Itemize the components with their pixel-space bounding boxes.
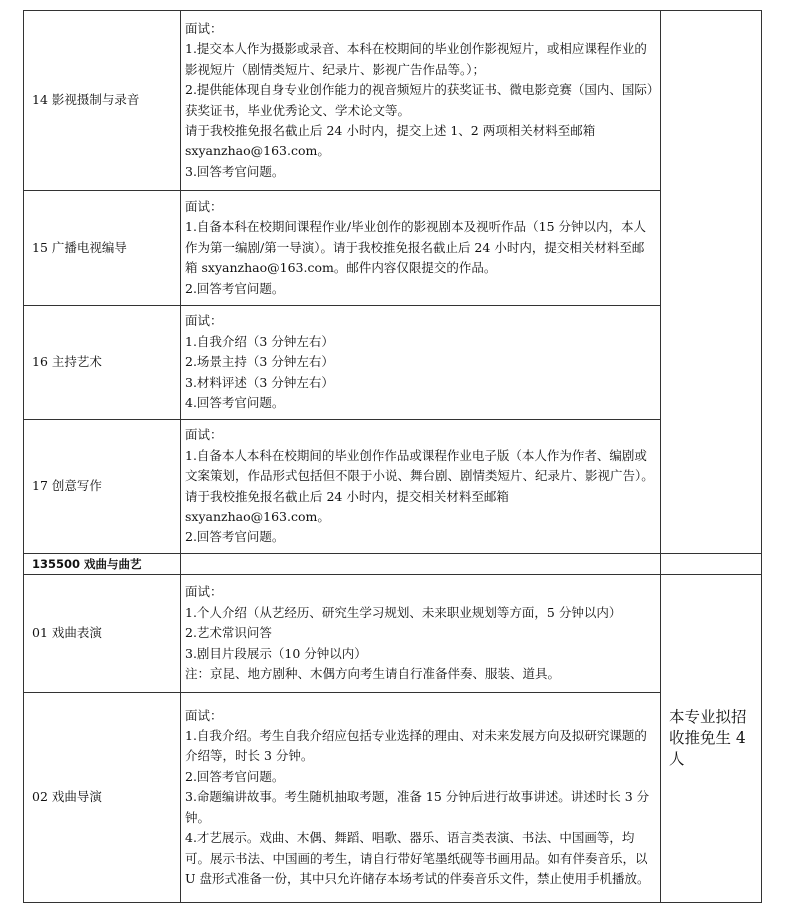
requirement-line: 3.命题编讲故事。考生随机抽取考题，准备 15 分钟后进行故事讲述。讲述时长 3 分钟。 (185, 789, 650, 825)
requirement-line: 面试： (185, 198, 223, 214)
requirement-line: 3.材料评述（3 分钟左右） (185, 374, 334, 390)
requirement-line: 面试： (185, 427, 223, 443)
requirement-cell (181, 306, 661, 420)
requirement-line: 1.自备本科在校期间课程作业/毕业创作的影视剧本及视听作品（15 分钟以内，本人作为第一编剧/第一导演）。请于我校推免报名截止后 24 小时内，提交相关材料至邮箱 sxyanzhao@163.com。邮件内容仅限提交的作品。 (185, 219, 647, 276)
exam-requirements-table (23, 10, 762, 903)
requirement-line: 2.回答考官问题。 (185, 768, 285, 784)
quota-note: 本专业拟招收推免生 4 人 (661, 575, 762, 903)
section-empty-cell (661, 554, 762, 575)
table-row (24, 11, 762, 191)
requirement-line: 3.回答考官问题。 (185, 163, 285, 179)
table-row (24, 575, 762, 693)
requirement-cell (181, 11, 661, 191)
requirement-cell (181, 575, 661, 693)
requirement-line: 2.艺术常识问答 (185, 625, 272, 641)
section-empty-cell (181, 554, 661, 575)
direction-cell: 02 戏曲导演 (24, 693, 181, 903)
section-title: 135500 戏曲与曲艺 (24, 554, 181, 575)
requirement-line: 1.提交本人作为摄影或录音、本科在校期间的毕业创作影视短片，或相应课程作业的影视短片（剧情类短片、纪录片、影视广告作品等。）； (185, 41, 647, 77)
section-row (24, 554, 762, 575)
table-row (24, 306, 762, 420)
requirement-line: 面试： (185, 20, 223, 36)
requirement-line: 面试： (185, 707, 223, 723)
requirement-line: 4.才艺展示。戏曲、木偶、舞蹈、唱歌、器乐、语言类表演、书法、中国画等，均可。展示书法、中国画的考生，请自行带好笔墨纸砚等书画用品。如有伴奏音乐，以 U 盘形式准备一份，其中只允许储存本场考试的伴奏音乐文件，禁止使用手机播放。 (185, 830, 650, 886)
table-row (24, 191, 762, 306)
direction-cell: 14 影视摄制与录音 (24, 11, 181, 191)
requirement-line: 2.提供能体现自身专业创作能力的视音频短片的获奖证书、微电影竞赛（国内、国际）获奖证书，毕业优秀论文、学术论文等。 (185, 82, 654, 118)
table-row (24, 693, 762, 903)
requirement-line: 1.自备本人本科在校期间的毕业创作作品或课程作业电子版（本人作为作者、编剧或文案策划，作品形式包括但不限于小说、舞台剧、剧情类短片、纪录片、影视广告）。请于我校推免报名截止后 24 小时内，提交相关材料至邮箱 sxyanzhao@163.com。 (185, 447, 654, 524)
requirement-line: 1.个人介绍（从艺经历、研究生学习规划、未来职业规划等方面，5 分钟以内） (185, 604, 622, 620)
requirement-line: 3.剧目片段展示（10 分钟以内） (185, 645, 367, 661)
requirement-line: 注：京昆、地方剧种、木偶方向考生请自行准备伴奏、服装、道具。 (185, 666, 561, 682)
direction-cell: 01 戏曲表演 (24, 575, 181, 693)
requirement-line: 2.回答考官问题。 (185, 529, 285, 545)
requirement-line: 面试： (185, 313, 223, 329)
direction-cell: 16 主持艺术 (24, 306, 181, 420)
requirement-line: 1.自我介绍（3 分钟左右） (185, 333, 334, 349)
requirement-line: 1.自我介绍。考生自我介绍应包括专业选择的理由、对未来发展方向及拟研究课题的介绍等，时长 3 分钟。 (185, 728, 647, 764)
requirement-line: 2.场景主持（3 分钟左右） (185, 354, 334, 370)
requirement-line: 面试： (185, 584, 223, 600)
requirement-line: 4.回答考官问题。 (185, 395, 285, 411)
requirement-line: 2.回答考官问题。 (185, 280, 285, 296)
direction-cell: 15 广播电视编导 (24, 191, 181, 306)
table-row (24, 420, 762, 554)
direction-cell: 17 创意写作 (24, 420, 181, 554)
requirement-line: 请于我校推免报名截止后 24 小时内，提交上述 1、2 两项相关材料至邮箱 sxyanzhao@163.com。 (185, 122, 596, 159)
requirement-cell (181, 191, 661, 306)
requirement-cell (181, 420, 661, 554)
requirement-cell (181, 693, 661, 903)
remarks-cell (661, 11, 762, 554)
